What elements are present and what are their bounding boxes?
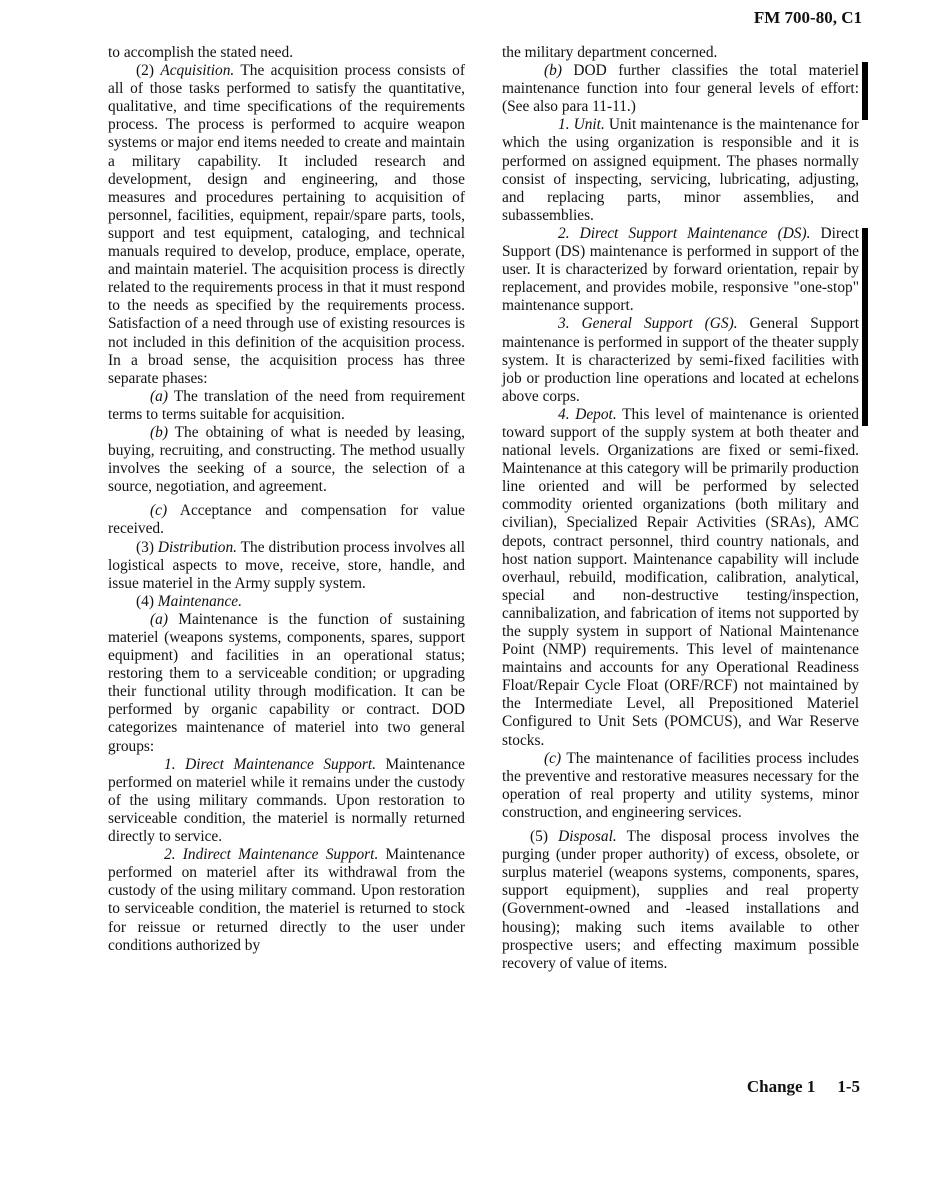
direct-maintenance-support-heading: 1. Direct Maintenance Support. <box>164 755 376 773</box>
depot-heading: 4. Depot. <box>558 405 617 423</box>
acquisition-phase-c: (c) Acceptance and compensation for value received. <box>108 502 465 538</box>
continued-paragraph-right: the military department concerned. <box>502 44 718 61</box>
change-bar-2 <box>862 228 868 426</box>
footer-page-number: 1-5 <box>837 1077 860 1096</box>
continued-paragraph: to accomplish the stated need. <box>108 44 294 61</box>
direct-maintenance-support-paragraph: 1. Direct Maintenance Support. Maintenance performed on materiel while it remains under the custody of the using military commands. Upon restoration to serviceable condition, the materiel is normally returned directly to service. <box>108 755 466 846</box>
page-footer <box>725 1077 860 1097</box>
acquisition-paragraph: (2) Acquisition. The acquisition process consists of all of those tasks performed to satisfy the quantitative, qualitative, and time specifications of the requirements process. The process is performed to acquire weapon systems or major end items needed to create and maintain a military capability. It included research and development, design and engineering, and those measures and procedures pertaining to acquisition of personnel, facilities, equipment, repair/spare parts, tools, support and test equipment, cataloging, and technical manuals required to develop, produce, emplace, operate, and maintain materiel. The acquisition process is directly related to the requirements process in that it must respond to the needs as specified by the requirements process. Satisfaction of a need through use of existing resources is not included in this definition of the acquisition process. In a broad sense, the acquisition process has three separate phases: <box>108 62 465 387</box>
direct-support-heading: 2. Direct Support Maintenance (DS). <box>558 224 811 242</box>
distribution-heading: Distribution. <box>157 538 237 556</box>
maintenance-heading: Maintenance. <box>157 592 242 610</box>
unit-maintenance-paragraph: 1. Unit. Unit maintenance is the maintenance for which the using organization is responsible and it is performed on assigned equipment. The phases normally consist of inspecting, servicing, lubricating, adjusting, and replacing parts, minor assemblies, and subassemblies. <box>502 116 859 224</box>
depot-paragraph: 4. Depot. This level of maintenance is oriented toward support of the supply system at both theater and national levels. Organizations are fixed or semi-fixed. Maintenance at this category will be primarily production line oriented and will be performed by selected commodity oriented organizations (both military and civilian), Specialized Repair Activities (SRAs), AMC depots, contract personnel, third country nationals, and host nation support. Maintenance capability will include overhaul, rebuild, modification, calibration, analytical, special and non-destructive testing/inspection, cannibalization, and fabrication of items not supported by the supply system in support of National Maintenance Point (NMP) requirements. This level of maintenance maintains and accounts for any Operational Readiness Float/Repair Cycle Float (ORF/RCF) not maintained by the Intermediate Level, all Prepositioned Materiel Configured to Unit Sets (POMCUS), and War Reserve stocks. <box>502 405 859 749</box>
acquisition-heading: Acquisition. <box>160 62 235 80</box>
maintenance-b-paragraph: (b) DOD further classifies the total materiel maintenance function into four general levels of effort: (See also para 11-11.) <box>502 62 859 116</box>
maintenance-heading-paragraph: (4) Maintenance. <box>136 592 242 610</box>
disposal-heading: Disposal. <box>558 828 617 846</box>
change-bar-1 <box>862 62 868 120</box>
maintenance-a-paragraph: (a) Maintenance is the function of sustaining materiel (weapons systems, components, spares, support equipment) and facilities in an operational status; restoring them to a serviceable condition; or upgrading their functional utility through modification. It can be performed by organic capability or contract. DOD categorizes maintenance of materiel into two general groups: <box>108 610 465 755</box>
footer-change: Change 1 <box>746 1077 816 1096</box>
acquisition-phase-a: (a) The translation of the need from requirement terms to terms suitable for acquisition. <box>108 387 465 423</box>
left-column <box>108 44 465 955</box>
unit-heading: 1. Unit. <box>558 116 605 134</box>
maintenance-c-paragraph: (c) The maintenance of facilities process includes the preventive and restorative measures necessary for the operation of real property and utility systems, minor construction, and engineering services. <box>502 749 859 821</box>
indirect-maintenance-support-heading: 2. Indirect Maintenance Support. <box>164 846 379 864</box>
right-column <box>502 44 859 973</box>
distribution-paragraph: (3) Distribution. The distribution process involves all logistical aspects to move, receive, store, handle, and issue materiel in the Army supply system. <box>108 538 465 592</box>
disposal-paragraph: (5) Disposal. The disposal process involves the purging (under proper authority) of excess, obsolete, or surplus materiel (weapons systems, components, spares, support equipment), supplies and real property (Government-owned and -leased installations and housing); making such items available to other prospective users; and effecting maximum possible recovery of value of items. <box>502 828 859 972</box>
general-support-heading: 3. General Support (GS). <box>558 315 738 333</box>
general-support-paragraph: 3. General Support (GS). General Support maintenance is performed in support of the theater supply system. It is characterized by semi-fixed facilities with job or production line operations and located at echelons above corps. <box>502 315 859 405</box>
page-header-code: FM 700-80, C1 <box>753 8 862 27</box>
direct-support-paragraph: 2. Direct Support Maintenance (DS). Direct Support (DS) maintenance is performed in support of the user. It is characterized by forward orientation, repair by replacement, and provides mobile, responsive "one-stop" maintenance support. <box>502 224 859 315</box>
acquisition-phase-b: (b) The obtaining of what is needed by leasing, buying, recruiting, and constructing. The method usually involves the seeking of a source, the selection of a source, negotiation, and agreement. <box>108 423 465 496</box>
indirect-maintenance-support-paragraph: 2. Indirect Maintenance Support. Maintenance performed on materiel after its withdrawal from the custody of the using military command. Upon restoration to serviceable condition, the materiel is returned to stock for reissue or returned directly to the user under conditions authorized by <box>108 846 465 954</box>
